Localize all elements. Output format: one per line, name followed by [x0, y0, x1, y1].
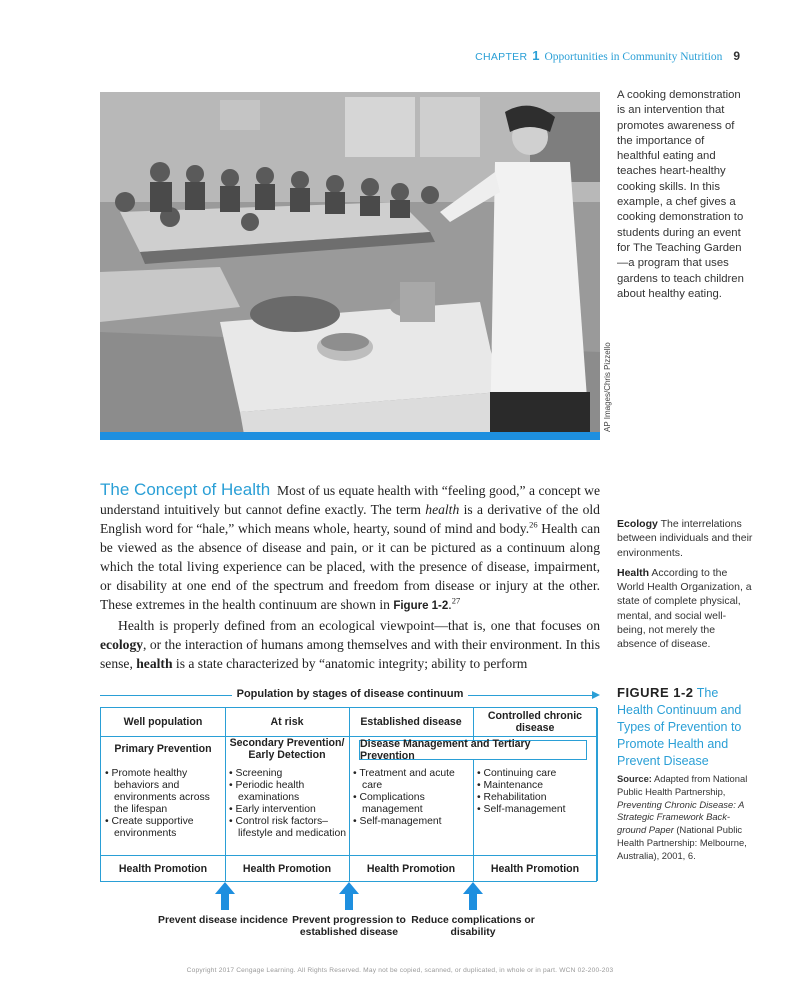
bullet-list: [477, 768, 595, 816]
up-arrow-icon: [215, 882, 235, 910]
running-header: [475, 48, 740, 63]
figure-top-label: [100, 688, 600, 704]
p1-text-a: Most of us equate health with “feeling good,” a concept we understand intuitively but cannot define exactly. The term: [100, 483, 600, 517]
prevention-label: Secondary Prevention/ Early Detection: [229, 737, 345, 761]
prevent-progression-label: Prevent progression to established disease: [292, 915, 406, 938]
section-heading: The Concept of Health: [100, 480, 271, 499]
p1-italic-health: health: [425, 502, 460, 517]
prevention-table: [100, 707, 597, 882]
source-label: Source:: [617, 773, 652, 784]
figure-reference: Figure 1-2: [393, 600, 449, 612]
glossary-term: Ecology: [617, 518, 658, 530]
classroom-photo: [100, 92, 600, 440]
glossary-entry-ecology: [617, 517, 753, 560]
term-ecology: ecology: [100, 637, 144, 652]
bullet-list: [105, 768, 223, 839]
glossary-definition: The interrelations between individuals and their environments.: [617, 518, 753, 559]
p2-text-a: Health is properly defined from an ecological viewpoint—that is, one that focuses on: [118, 618, 600, 633]
source-text-a: Adapted from National Public Health Partnership,: [617, 773, 748, 797]
bullet-item: • Rehabilitation: [477, 791, 547, 803]
bullet-item: • Early intervention: [229, 803, 316, 815]
continuum-label-wrap: [100, 688, 600, 700]
term-health: health: [136, 656, 173, 671]
health-promotion-label: Health Promotion: [366, 862, 456, 875]
p2-text-b: , or the interaction of humans among themselves and with their environment. In this sense,: [100, 637, 600, 671]
glossary-definition: According to the World Health Organization, a state of complete physical, mental, and social well-being, not merely the absence of disease.: [617, 566, 752, 651]
reduce-complications-label: Reduce complications or disability: [411, 915, 535, 938]
source-italic: Preventing Chronic Disease: A Strategic Framework Back-ground Paper: [617, 798, 744, 836]
margin-glossary: [617, 517, 753, 658]
bullet-item: • Control risk factors–lifestyle and medication: [229, 815, 347, 839]
row-divider: [101, 736, 596, 737]
bullet-item: • Treatment and acute care: [353, 768, 455, 791]
bullet-item: • Self-management: [353, 815, 442, 827]
bullet-item: • Complications management: [353, 791, 425, 815]
bullet-item: • Maintenance: [477, 779, 544, 791]
cooking-demonstration-photo: [100, 92, 600, 440]
p1-text-d: .: [448, 597, 452, 612]
bullet-item: • Self-management: [477, 803, 566, 815]
chapter-word: CHAPTER: [475, 51, 528, 63]
up-arrow-icon: [339, 882, 359, 910]
paragraph-1: [100, 480, 600, 616]
bullet-item: • Periodic health examinations: [229, 779, 305, 803]
chapter-number: 1: [532, 48, 540, 63]
row-divider: [101, 855, 596, 856]
glossary-entry-health: [617, 566, 753, 652]
stage-label: Controlled chronic disease: [487, 710, 583, 734]
health-promotion-label: Health Promotion: [242, 862, 332, 875]
figure-label: FIGURE 1-2: [617, 685, 694, 700]
page-number: 9: [733, 49, 740, 63]
health-promotion-label: Health Promotion: [118, 862, 208, 875]
stage-label: Established disease: [360, 716, 462, 728]
bullet-item: • Continuing care: [477, 768, 557, 779]
bullet-list: [353, 768, 471, 828]
p1-text-c: Health can be viewed as the absence of disease and pain, or it can be pictured as a continuum along which the total living experience can be placed, with the presence of disease, impairment, or disability at one end of the spectrum and freedom from disease or injury at the other. These extremes in the health continuum are shown in: [100, 521, 600, 612]
figure-source: [617, 773, 755, 863]
photo-credit: AP Images/Chris Pizzello: [603, 342, 612, 432]
source-text-b: (National Public Health Partnership: Melbourne, Australia), 2001, 6.: [617, 824, 747, 861]
stage-label: Well population: [123, 716, 203, 728]
copyright-footer: Copyright 2017 Cengage Learning. All Rights Reserved. May not be copied, scanned, or duplicated, in whole or in part. WCN 02-200-203: [186, 967, 614, 974]
p1-text-b: is a derivative of the old English word for “hale,” which means whole, hearty, sound of mind and body.: [100, 502, 600, 536]
photo-accent-bar: [100, 432, 600, 440]
prevent-incidence-label: Prevent disease incidence: [158, 915, 288, 926]
reference-27: 27: [451, 595, 461, 606]
merged-prevention-box: Disease Management and Tertiary Prevention: [359, 740, 587, 760]
figure-caption: [617, 684, 755, 863]
paragraph-2: [100, 616, 600, 673]
reference-26: 26: [529, 519, 538, 530]
prevention-label: Primary Prevention: [114, 743, 212, 755]
chapter-title: Opportunities in Community Nutrition: [544, 51, 723, 63]
p2-text-c: is a state characterized by “anatomic integrity; ability to perform: [172, 656, 528, 671]
stage-label: At risk: [270, 716, 304, 728]
continuum-label: Population by stages of disease continuum: [232, 688, 469, 700]
body-text: [100, 480, 600, 673]
figure-title-text: The Health Continuum and Types of Prevention to Promote Health and Prevent Disease: [617, 686, 742, 768]
bullet-list: [229, 768, 347, 839]
bullet-item: • Promote healthy behaviors and environments across the lifespan: [105, 768, 210, 815]
glossary-term: Health: [617, 566, 650, 579]
bullet-item: • Screening: [229, 768, 283, 779]
up-arrow-icon: [463, 882, 483, 910]
bullet-item: • Create supportive environments: [105, 815, 194, 839]
figure-title: [617, 684, 755, 770]
health-promotion-label: Health Promotion: [490, 862, 580, 875]
photo-caption: A cooking demonstration is an intervention that promotes awareness of the importance of healthful eating and teaches heart-healthy cooking skills. In this example, a chef gives a cooking demonstration to students during an event for The Teaching Garden—a program that uses gardens to teach children about healthy eating.: [617, 89, 744, 300]
